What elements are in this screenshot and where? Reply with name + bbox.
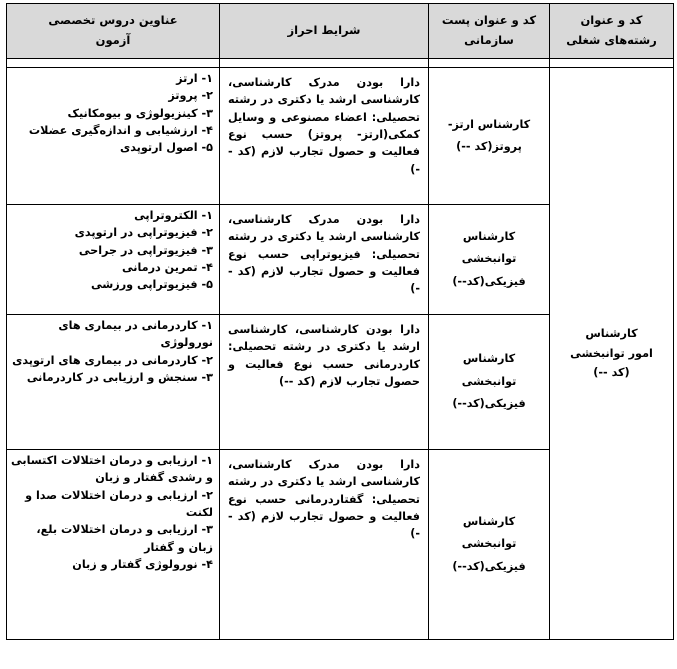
- spacer-row: [7, 59, 674, 68]
- job-title-cell: [550, 68, 674, 640]
- list-item: ۳- ارزیابی و درمان اختلالات بلع، زبان و گفتار: [36, 523, 213, 554]
- list-item: ۵- اصول ارتوپدی: [119, 141, 213, 155]
- post-title-cell: کارشناس ارتز- پروتز(کد --): [429, 68, 550, 205]
- condition-cell: دارا بودن مدرک کارشناسی، کارشناسی ارشد یا دکتری در رشته تحصیلی: اعضاء مصنوعی و وسایل کمکی(ارتز- پروتز) حسب نوع فعالیت و حصول تجارب لازم (کد --): [220, 68, 429, 205]
- header-topics: عناوین دروس تخصصی آزمون: [7, 4, 220, 59]
- post-title-cell: کارشناس توانبخشی فیزیکی(کد--): [429, 315, 550, 450]
- list-item: ۳- سنجش و ارزیابی در کاردرمانی: [26, 371, 213, 385]
- list-item: ۵- فیزیوتراپی ورزشی: [90, 278, 213, 292]
- requirements-table-frame: [6, 3, 673, 654]
- header-conditions: شرایط احراز: [220, 4, 429, 59]
- condition-cell: دارا بودن مدرک کارشناسی، کارشناسی ارشد یا دکتری در رشته تحصیلی: فیزیوتراپی حسب نوع فعالیت و حصول تجارب لازم (کد --): [220, 205, 429, 315]
- header-job-title: کد و عنوان رشته‌های شغلی: [550, 4, 674, 59]
- requirements-table: [6, 3, 674, 640]
- list-item: ۴- تمرین درمانی: [121, 261, 213, 275]
- list-item: ۱- ارزیابی و درمان اختلالات اکتسابی و رشدی گفتار و زبان: [11, 454, 213, 485]
- post-title-cell: کارشناس توانبخشی فیزیکی(کد--): [429, 205, 550, 315]
- list-item: ۳- کینزیولوژی و بیومکانیک: [67, 106, 213, 120]
- job-title-line: کارشناس: [585, 327, 638, 341]
- list-item: ۳- فیزیوتراپی در جراحی: [78, 243, 213, 257]
- topics-cell: [7, 68, 220, 205]
- list-item: ۱- ارتز: [176, 72, 213, 85]
- list-item: ۲- فیزیوتراپی در ارتوپدی: [74, 226, 213, 240]
- topics-cell: [7, 315, 220, 450]
- table-row: [7, 68, 674, 205]
- list-item: ۲- پروتز: [168, 89, 213, 103]
- list-item: ۲- کاردرمانی در بیماری های ارتوپدی: [12, 353, 213, 367]
- list-item: ۴- نورولوژی گفتار و زبان: [72, 558, 213, 572]
- list-item: ۱- کاردرمانی در بیماری های نورولوژی: [58, 319, 213, 350]
- job-title-line: امور توانبخشی: [570, 346, 653, 360]
- list-item: ۴- ارزشیابی و اندازه‌گیری عضلات: [28, 124, 213, 138]
- job-code: (کد --): [593, 366, 630, 380]
- post-title-cell: کارشناس توانبخشی فیزیکی(کد--): [429, 450, 550, 640]
- list-item: ۲- ارزیابی و درمان اختلالات صدا و لکنت: [25, 488, 213, 520]
- condition-cell: دارا بودن کارشناسی، کارشناسی ارشد یا دکتری در رشته تحصیلی: کاردرمانی حسب نوع فعالیت و حصول تجارب لازم (کد --): [220, 315, 429, 450]
- topics-cell: [7, 205, 220, 315]
- topics-cell: [7, 450, 220, 640]
- condition-cell: دارا بودن مدرک کارشناسی، کارشناسی ارشد یا دکتری در رشته تحصیلی: گفتاردرمانی حسب نوع فعالیت و حصول تجارب لازم (کد --): [220, 450, 429, 640]
- header-post-title: کد و عنوان پست سازمانی: [429, 4, 550, 59]
- list-item: ۱- الکتروتراپی: [134, 209, 213, 222]
- table-header-row: [7, 4, 674, 59]
